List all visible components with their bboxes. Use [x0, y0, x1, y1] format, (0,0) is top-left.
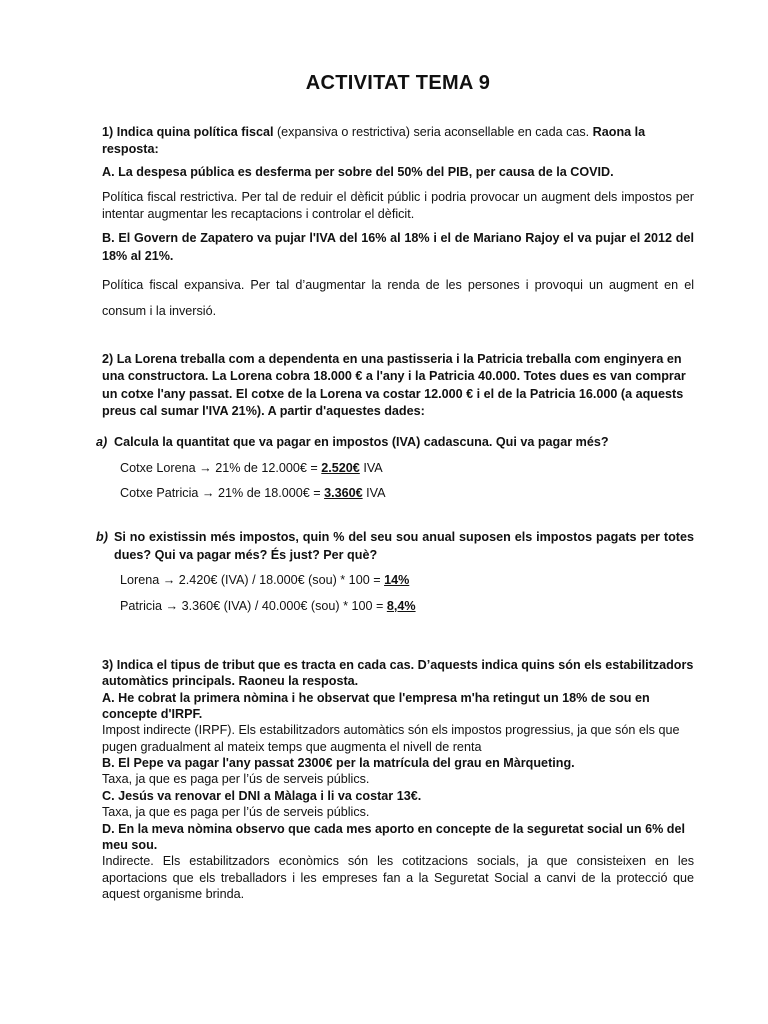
section-3 [102, 657, 694, 902]
question-1b: B. El Govern de Zapatero va pujar l'IVA del 16% al 18% i el de Mariano Rajoy el va pujar el 2012 del 18% al 21%. [102, 231, 694, 263]
section-1 [102, 124, 694, 325]
subquestion-2a-label: a) [96, 435, 108, 450]
section-2 [96, 351, 694, 615]
calc-2a [120, 460, 694, 503]
question-3a: A. He cobrat la primera nòmina i he observat que l'empresa m'ha retingut un 18% de sou en concepte d'IRPF. [102, 690, 650, 722]
calc-text: Cotxe Lorena → 21% de 12.000€ = [120, 460, 322, 475]
subquestion-2b-text: Si no existissin més impostos, quin % del seu sou anual suposen els impostos pagats per totes dues? Qui va pagar més? És just? Per què? [114, 530, 694, 562]
answer-3a: Impost indirecte (IRPF). Els estabilitzadors automàtics són els impostos progressius, ja que són els que pugen gradualment al mateix temps que augmenta el nivell de renta [102, 723, 680, 754]
calc-unit: IVA [359, 460, 383, 475]
question-1-normal: (expansiva o restrictiva) seria aconsellable en cada cas. [273, 124, 590, 139]
question-1-bold-start: Indica quina política fiscal [113, 124, 274, 139]
question-3c: C. Jesús va renovar el DNI a Màlaga i li va costar 13€. [102, 788, 422, 803]
answer-1a: Política fiscal restrictiva. Per tal de reduir el dèficit públic i podria provocar un augment dels impostos per intentar augmentar les recaptacions i controlar el dèficit. [102, 189, 694, 222]
question-3d: D. En la meva nòmina observo que cada mes aporto en concepte de la seguretat social un 6% del meu sou. [102, 821, 685, 852]
calc-line [120, 572, 694, 589]
question-3b: B. El Pepe va pagar l'any passat 2300€ per la matrícula del grau en Màrqueting. [102, 756, 575, 771]
calc-unit: IVA [362, 486, 386, 501]
calc-line [120, 598, 694, 615]
calc-text: Lorena → 2.420€ (IVA) / 18.000€ (sou) * 100 = [120, 573, 385, 588]
question-1 [102, 124, 694, 159]
calc-line [120, 460, 694, 477]
question-3: 3) Indica el tipus de tribut que es tracta en cada cas. D’aquests indica quins són els estabilitzadors automàtics principals. Raoneu la resposta. [102, 657, 694, 689]
calc-text: Cotxe Patricia → 21% de 18.000€ = [120, 486, 325, 501]
answer-1b: Política fiscal expansiva. Per tal d’augmentar la renda de les persones i provoqui un augment en el consum i la inversió. [102, 278, 694, 319]
page-title: ACTIVITAT TEMA 9 [305, 72, 491, 94]
subquestion-2b-label: b) [96, 530, 108, 545]
calc-result: 2.520€ [321, 460, 360, 475]
subquestion-2b [96, 529, 694, 564]
question-2: 2) La Lorena treballa com a dependenta en una pastisseria i la Patricia treballa com enginyera en una constructora. La Lorena cobra 18.000 € a l'any i la Patricia 40.000. Totes dues es van comprar un cotxe l'any passat. El cotxe de la Lorena va costar 12.000 € i el de la Patricia 16.000 (a aquests preus cal sumar l'IVA 21%). A partir d'aquestes dades: [102, 351, 686, 418]
calc-2b [120, 572, 694, 615]
document-page [96, 70, 694, 902]
question-1a: A. La despesa pública es desferma per sobre del 50% del PIB, per causa de la COVID. [102, 165, 614, 180]
question-1-number: 1) [102, 124, 114, 139]
answer-3d: Indirecte. Els estabilitzadors econòmics són les cotitzacions socials, ja que consisteixen en les aportacions que els treballadors i les empreses fan a la Seguretat Social a canvi de la protecció que aquest organisme brinda. [102, 854, 694, 901]
calc-result: 14% [384, 573, 410, 588]
calc-result: 3.360€ [324, 486, 363, 501]
calc-line [120, 485, 694, 502]
calc-text: Patricia → 3.360€ (IVA) / 40.000€ (sou) * 100 = [120, 598, 387, 613]
answer-3c: Taxa, ja que es paga per l’ús de serveis públics. [102, 805, 370, 820]
subquestion-2a [96, 434, 694, 451]
question-1-bold-end: Raona la resposta: [102, 124, 646, 156]
subquestion-2a-text: Calcula la quantitat que va pagar en impostos (IVA) cadascuna. Qui va pagar més? [114, 435, 609, 450]
answer-3b: Taxa, ja que es paga per l’ús de serveis públics. [102, 772, 370, 787]
calc-result: 8,4% [386, 598, 416, 613]
